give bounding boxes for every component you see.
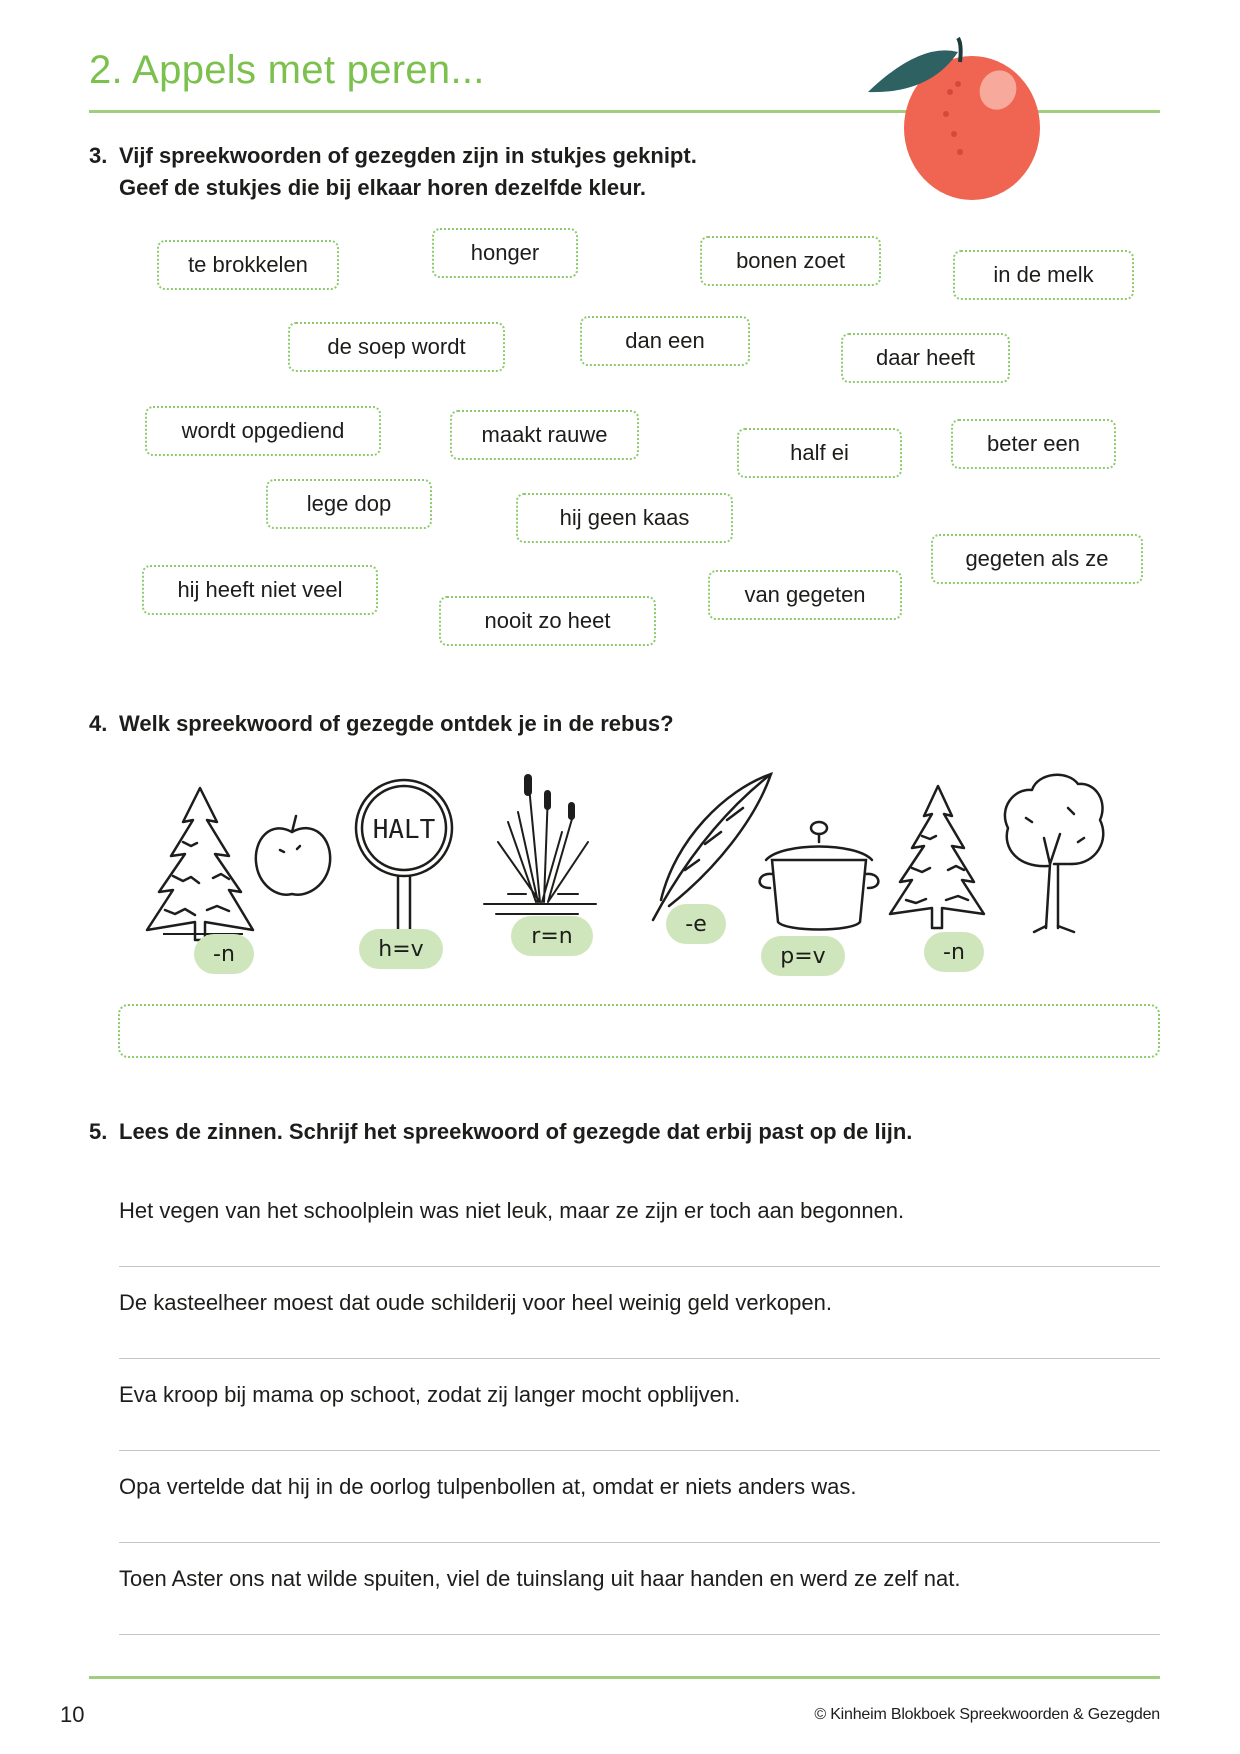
puzzle-piece[interactable]: beter een (951, 419, 1116, 469)
exercise-5-sentence: Toen Aster ons nat wilde spuiten, viel de tuinslang uit haar handen en werd ze zelf nat. (119, 1566, 961, 1591)
puzzle-piece[interactable]: in de melk (953, 250, 1134, 300)
puzzle-piece[interactable]: hij geen kaas (516, 493, 733, 543)
rebus-hint-bubble: -n (924, 932, 984, 972)
answer-line[interactable] (119, 1450, 1160, 1451)
exercise-5-sentence: Opa vertelde dat hij in de oorlog tulpenbollen at, omdat er niets anders was. (119, 1474, 857, 1499)
puzzle-piece[interactable]: half ei (737, 428, 902, 478)
rebus-hint-bubble: h=v (359, 929, 443, 969)
halt-text: HALT (372, 815, 436, 845)
exercise-3-line1: Vijf spreekwoorden of gezegden zijn in stukjes geknipt. (119, 143, 697, 168)
exercise-5-instruction: Lees de zinnen. Schrijf het spreekwoord of gezegde dat erbij past op de lijn. (119, 1119, 913, 1144)
exercise-5-number: 5. (89, 1119, 108, 1144)
puzzle-piece[interactable]: van gegeten (708, 570, 902, 620)
puzzle-piece[interactable]: dan een (580, 316, 750, 366)
puzzle-piece[interactable]: daar heeft (841, 333, 1010, 383)
answer-line[interactable] (119, 1542, 1160, 1543)
fir-tree-icon (143, 784, 258, 946)
puzzle-piece[interactable]: nooit zo heet (439, 596, 656, 646)
fir-tree-icon (886, 782, 988, 932)
apple-icon (250, 810, 334, 900)
exercise-4-question: Welk spreekwoord of gezegde ontdek je in de rebus? (119, 711, 674, 736)
answer-line[interactable] (119, 1266, 1160, 1267)
puzzle-piece[interactable]: te brokkelen (157, 240, 339, 290)
page-title: 2. Appels met peren... (89, 48, 485, 92)
exercise-5-sentence: De kasteelheer moest dat oude schilderij voor heel weinig geld verkopen. (119, 1290, 832, 1315)
rebus-hint-bubble: -n (194, 934, 254, 974)
rebus-answer-field[interactable] (118, 1004, 1160, 1058)
puzzle-piece[interactable]: lege dop (266, 479, 432, 529)
reeds-icon (478, 772, 602, 922)
answer-line[interactable] (119, 1358, 1160, 1359)
puzzle-piece[interactable]: de soep wordt (288, 322, 505, 372)
page-number: 10 (60, 1702, 85, 1727)
rebus-hint-bubble: p=v (761, 936, 845, 976)
exercise-4-number: 4. (89, 711, 108, 736)
puzzle-piece[interactable]: bonen zoet (700, 236, 881, 286)
puzzle-piece[interactable]: maakt rauwe (450, 410, 639, 460)
exercise-3-number: 3. (89, 143, 108, 168)
exercise-5-sentence: Eva kroop bij mama op schoot, zodat zij langer mocht opblijven. (119, 1382, 741, 1407)
footer-divider (89, 1676, 1160, 1679)
cooking-pot-icon (752, 818, 886, 934)
rebus-hint-bubble: r=n (511, 916, 593, 956)
answer-line[interactable] (119, 1634, 1160, 1635)
puzzle-piece[interactable]: gegeten als ze (931, 534, 1143, 584)
puzzle-piece[interactable]: wordt opgediend (145, 406, 381, 456)
puzzle-piece[interactable]: honger (432, 228, 578, 278)
exercise-5-sentence: Het vegen van het schoolplein was niet leuk, maar ze zijn er toch aan begonnen. (119, 1198, 905, 1223)
tree-icon (998, 768, 1110, 938)
puzzle-piece[interactable]: hij heeft niet veel (142, 565, 378, 615)
copyright-text: © Kinheim Blokboek Spreekwoorden & Gezegden (814, 1706, 1160, 1723)
exercise-3-line2: Geef de stukjes die bij elkaar horen dezelfde kleur. (119, 175, 646, 200)
rebus-hint-bubble: -e (666, 904, 726, 944)
stop-sign-icon (352, 776, 456, 954)
